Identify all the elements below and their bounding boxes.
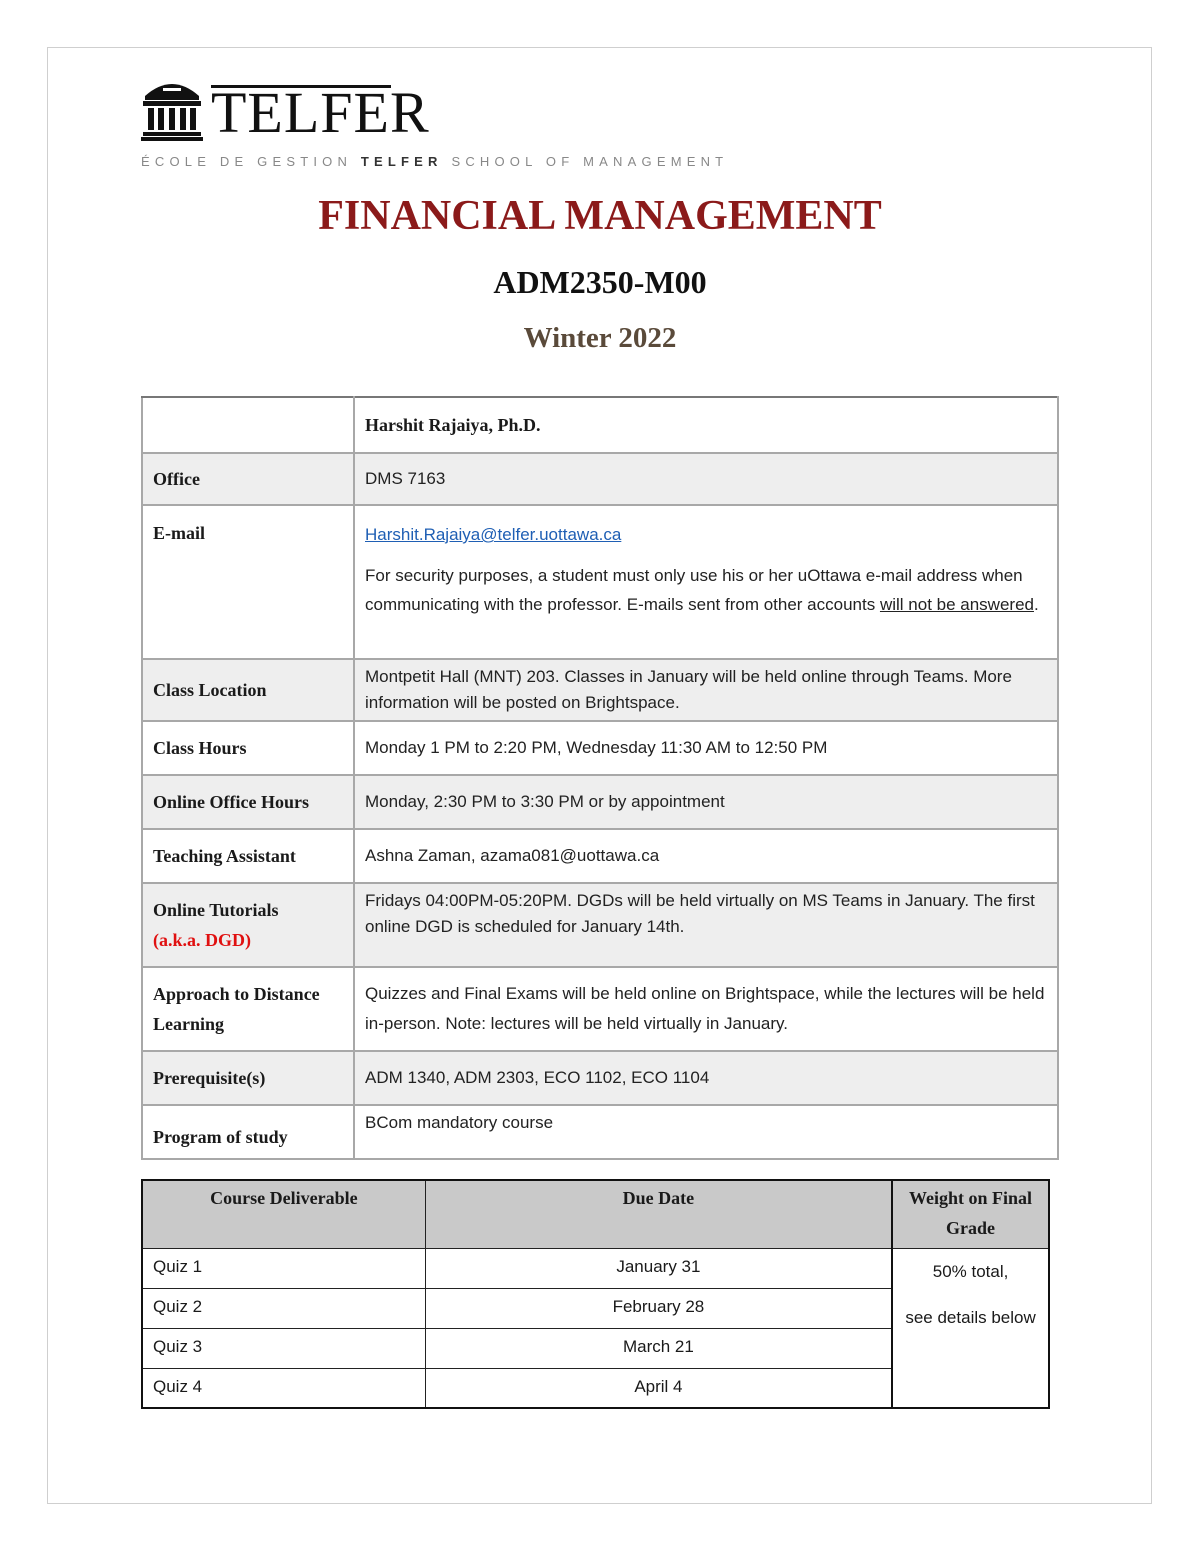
- office-value: DMS 7163: [354, 453, 1058, 505]
- office-label: Office: [142, 453, 354, 505]
- instructor-name: Harshit Rajaiya, Ph.D.: [354, 397, 1058, 453]
- weight-cell: [892, 1248, 1049, 1408]
- deliverable-date: March 21: [425, 1328, 892, 1368]
- prereq-row: [142, 1051, 1058, 1105]
- deliverable-name: Quiz 4: [142, 1368, 425, 1408]
- course-info-table: [141, 396, 1059, 1160]
- email-label: E-mail: [142, 505, 354, 659]
- header-deliverable: Course Deliverable: [142, 1180, 425, 1248]
- email-cell: [354, 505, 1058, 659]
- deliverable-date: February 28: [425, 1288, 892, 1328]
- hours-row: [142, 721, 1058, 775]
- tutorials-label: Online Tutorials: [153, 900, 279, 920]
- tutorials-value: Fridays 04:00PM-05:20PM. DGDs will be held virtually on MS Teams in January. The first online DGD is scheduled for January 14th.: [354, 883, 1058, 967]
- deliverable-date: January 31: [425, 1248, 892, 1288]
- program-value: BCom mandatory course: [354, 1105, 1058, 1159]
- tagline-en: SCHOOL OF MANAGEMENT: [451, 154, 729, 169]
- ta-row: [142, 829, 1058, 883]
- course-code: ADM2350-M00: [493, 264, 707, 300]
- weight-line-1: 50% total,: [932, 1261, 1009, 1281]
- tutorials-label-cell: [142, 883, 354, 967]
- deliverables-header-row: [142, 1180, 1049, 1248]
- email-note-end: .: [1033, 595, 1039, 614]
- ta-value: Ashna Zaman, azama081@uottawa.ca: [354, 829, 1058, 883]
- program-label: Program of study: [142, 1105, 354, 1159]
- deliverables-table: [141, 1179, 1050, 1409]
- office-hours-label: Online Office Hours: [142, 775, 354, 829]
- course-term: Winter 2022: [523, 322, 677, 354]
- deliverable-name: Quiz 2: [142, 1288, 425, 1328]
- location-row: [142, 659, 1058, 721]
- email-note: [365, 561, 1047, 619]
- weight-line-2: see details below: [905, 1307, 1036, 1327]
- header-due-date: Due Date: [425, 1180, 892, 1248]
- instructor-row: [142, 397, 1058, 453]
- deliverable-name: Quiz 3: [142, 1328, 425, 1368]
- table-row: [142, 1248, 1049, 1288]
- location-value: Montpetit Hall (MNT) 203. Classes in January will be held online through Teams. More information will be posted on Brightspace.: [354, 659, 1058, 721]
- office-hours-row: [142, 775, 1058, 829]
- building-icon: [141, 74, 203, 142]
- empty-label-cell: [142, 397, 354, 453]
- tutorials-row: [142, 883, 1058, 967]
- tagline-brand: TELFER: [360, 154, 443, 169]
- email-note-text: For security purposes, a student must only use his or her uOttawa e-mail address when communicating with the professor. E-mails sent from other accounts: [365, 566, 1023, 614]
- email-row: [142, 505, 1058, 659]
- hours-value: Monday 1 PM to 2:20 PM, Wednesday 11:30 AM to 12:50 PM: [354, 721, 1058, 775]
- prereq-label: Prerequisite(s): [142, 1051, 354, 1105]
- location-label: Class Location: [142, 659, 354, 721]
- program-row: [142, 1105, 1058, 1159]
- email-note-emphasis: will not be answered: [879, 595, 1034, 614]
- tutorials-sublabel: (a.k.a. DGD): [153, 930, 251, 950]
- ta-label: Teaching Assistant: [142, 829, 354, 883]
- hours-label: Class Hours: [142, 721, 354, 775]
- office-hours-value: Monday, 2:30 PM to 3:30 PM or by appointment: [354, 775, 1058, 829]
- header-weight: Weight on Final Grade: [892, 1180, 1049, 1248]
- tagline-fr: ÉCOLE DE GESTION: [141, 154, 353, 169]
- logo-tagline: [141, 154, 728, 169]
- logo-wordmark: TELFER: [211, 80, 430, 145]
- office-row: [142, 453, 1058, 505]
- approach-value: Quizzes and Final Exams will be held online on Brightspace, while the lectures will be held in-person. Note: lectures will be held virtually in January.: [354, 967, 1058, 1051]
- approach-label: Approach to Distance Learning: [142, 967, 354, 1051]
- approach-row: [142, 967, 1058, 1051]
- deliverable-name: Quiz 1: [142, 1248, 425, 1288]
- deliverable-date: April 4: [425, 1368, 892, 1408]
- email-link[interactable]: Harshit.Rajaiya@telfer.uottawa.ca: [365, 525, 622, 544]
- prereq-value: ADM 1340, ADM 2303, ECO 1102, ECO 1104: [354, 1051, 1058, 1105]
- document-title: FINANCIAL MANAGEMENT: [318, 193, 882, 239]
